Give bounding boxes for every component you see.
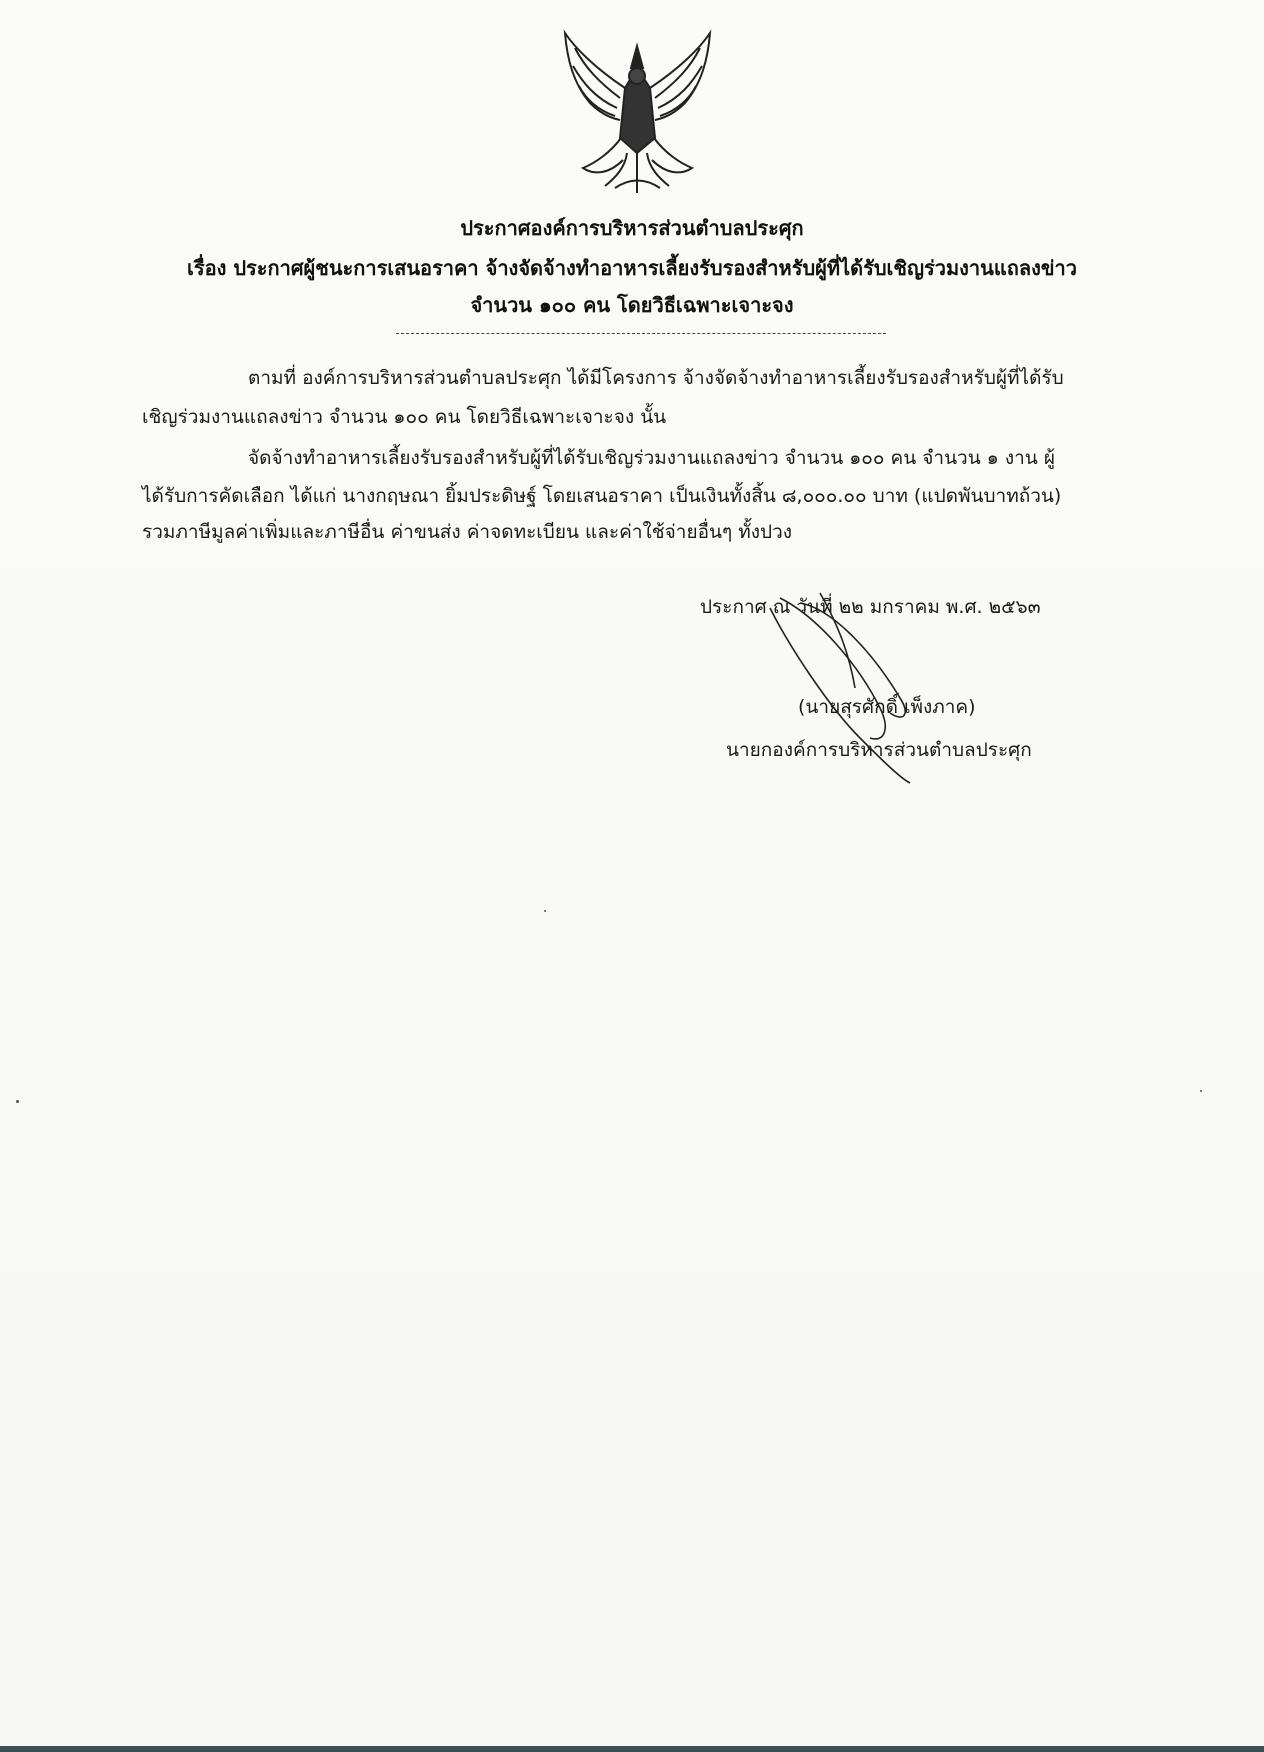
signer-name: (นายสุรศักดิ์ เพ็งภาค) [798,696,976,718]
document-title: ประกาศองค์การบริหารส่วนตำบลประศุก [460,216,804,240]
paragraph-2-line-1: จัดจ้างทำอาหารเลี้ยงรับรองสำหรับผู้ที่ได้รับเชิญร่วมงานแถลงข่าว จำนวน ๑๐๐ คน จำนวน ๑ งาน ผู้ [248,447,1055,469]
document-subject: เรื่อง ประกาศผู้ชนะการเสนอราคา จ้างจัดจ้างทำอาหารเลี้ยงรับรองสำหรับผู้ที่ได้รับเชิญร่วมงานแถลงข่าว [187,256,1077,280]
scan-bottom-edge [0,1746,1264,1752]
scan-speck [16,1100,19,1103]
handwritten-signature [760,588,940,788]
paragraph-1-line-1: ตามที่ องค์การบริหารส่วนตำบลประศุก ได้มีโครงการ จ้างจัดจ้างทำอาหารเลี้ยงรับรองสำหรับผู้ที่ได้รับ [248,367,1064,389]
scan-speck [544,910,546,912]
paragraph-1-line-2: เชิญร่วมงานแถลงข่าว จำนวน ๑๐๐ คน โดยวิธีเฉพาะเจาะจง นั้น [142,406,667,428]
title-divider [396,333,886,334]
garuda-emblem-icon [555,28,720,198]
scan-speck [1200,1090,1202,1092]
signer-position: นายกองค์การบริหารส่วนตำบลประศุก [726,739,1032,761]
document-subject-continued: จำนวน ๑๐๐ คน โดยวิธีเฉพาะเจาะจง [470,293,794,317]
paragraph-2-line-2: ได้รับการคัดเลือก ได้แก่ นางกฤษณา ยิ้มประดิษฐ์ โดยเสนอราคา เป็นเงินทั้งสิ้น ๘,๐๐๐.๐๐ บาท (แปดพันบาทถ้วน) [142,485,1062,507]
announcement-date: ประกาศ ณ วันที่ ๒๒ มกราคม พ.ศ. ๒๕๖๓ [700,596,1041,618]
paragraph-2-line-3: รวมภาษีมูลค่าเพิ่มและภาษีอื่น ค่าขนส่ง ค่าจดทะเบียน และค่าใช้จ่ายอื่นๆ ทั้งปวง [142,521,793,543]
